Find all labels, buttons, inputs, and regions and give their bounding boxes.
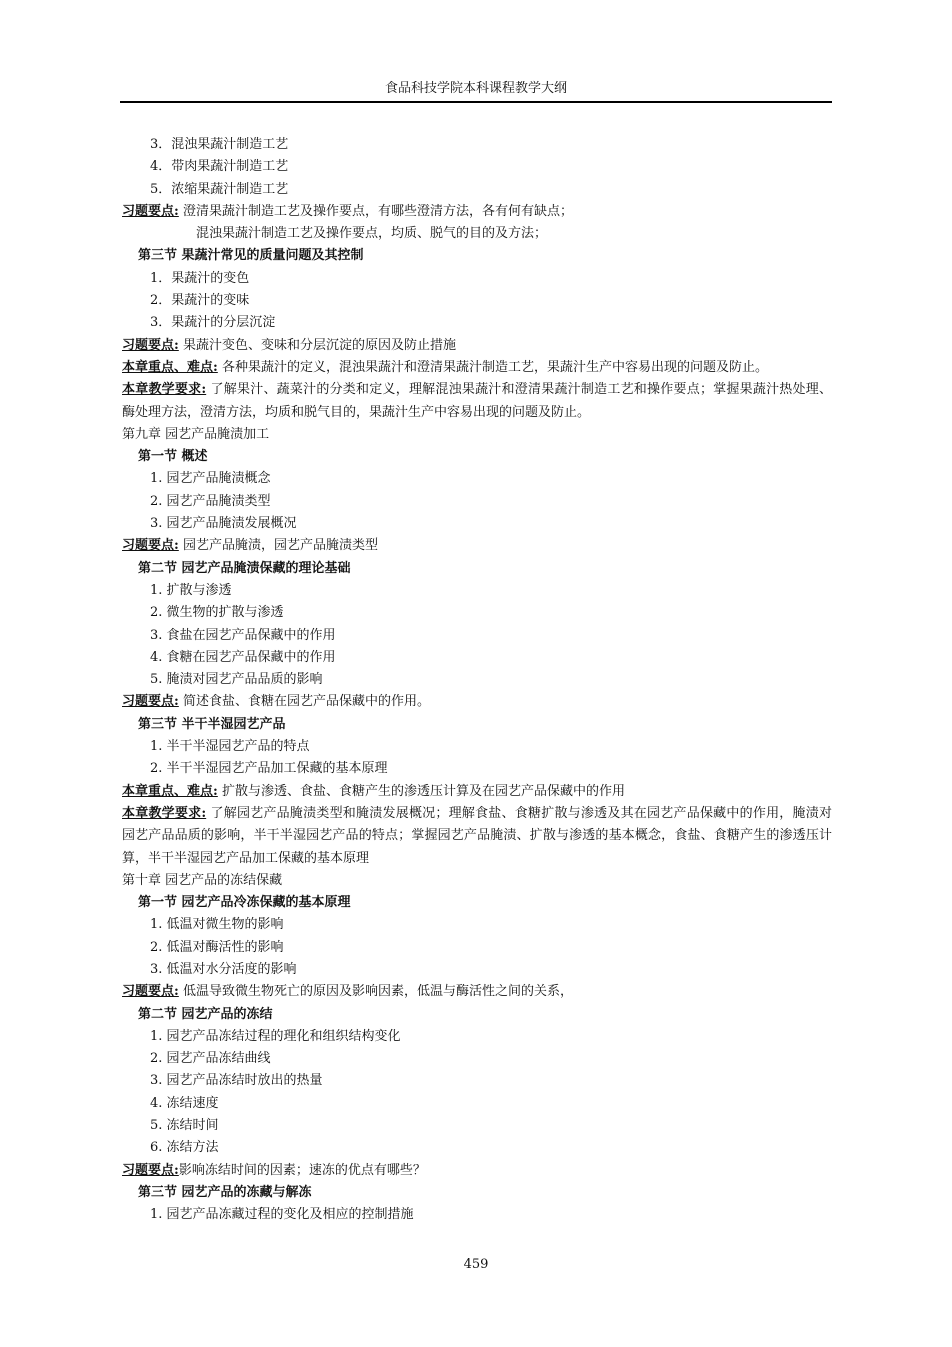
requirements-label: 本章教学要求: [122, 382, 207, 398]
exercise-points [122, 691, 832, 713]
list-item: 3. 食盐在园艺产品保藏中的作用 [150, 627, 336, 643]
exercise-label: 习题要点: [122, 694, 179, 710]
requirements-text: 了解园艺产品腌渍类型和腌渍发展概况；理解食盐、食糖扩散与渗透及其在园艺产品保藏中的作用，腌渍对园艺产品品质的影响，半干半湿园艺产品的特点；掌握园艺产品腌渍、扩散与渗透的基本概念，食盐、食糖产生的渗透压计算，半干半湿园艺产品加工保藏的基本原理 [122, 805, 832, 866]
list-item: 4. 食糖在园艺产品保藏中的作用 [150, 649, 336, 665]
key-points-label: 本章重点、难点: [122, 783, 218, 799]
exercise-points [122, 1160, 832, 1182]
exercise-label: 习题要点: [122, 984, 179, 1000]
requirements-text: 了解果汁、蔬菜汁的分类和定义，理解混浊果蔬汁和澄清果蔬汁制造工艺和操作要点；掌握果蔬汁热处理、酶处理方法，澄清方法，均质和脱气目的，果蔬汁生产中容易出现的问题及防止。 [122, 382, 832, 420]
section-heading: 第一节 概述 [138, 449, 208, 465]
section-heading: 第三节 半干半湿园艺产品 [138, 716, 286, 732]
section-heading: 第三节 园艺产品的冻藏与解冻 [138, 1184, 312, 1200]
section-heading: 第一节 园艺产品冷冻保藏的基本原理 [138, 895, 351, 911]
key-points-text: 扩散与渗透、食盐、食糖产生的渗透压计算及在园艺产品保藏中的作用 [217, 783, 625, 799]
list-item: 3. 园艺产品冻结时放出的热量 [150, 1073, 323, 1089]
exercise-points [122, 981, 832, 1003]
document-body [122, 134, 832, 1227]
exercise-continuation: 混浊果蔬汁制造工艺及操作要点，均质、脱气的目的及方法； [196, 226, 548, 242]
list-item: 1. 园艺产品腌渍概念 [150, 471, 271, 487]
exercise-label: 习题要点: [122, 1162, 179, 1178]
exercise-label: 习题要点: [122, 203, 179, 219]
exercise-text: 低温导致微生物死亡的原因及影响因素，低温与酶活性之间的关系， [178, 984, 573, 1000]
list-item: 5. 腌渍对园艺产品品质的影响 [150, 672, 323, 688]
requirements-label: 本章教学要求: [122, 805, 207, 821]
exercise-points [122, 201, 832, 223]
chapter-heading: 第十章 园艺产品的冻结保藏 [122, 872, 283, 888]
list-item: 2. 半干半湿园艺产品加工保藏的基本原理 [150, 761, 388, 777]
list-item: 4．带肉果蔬汁制造工艺 [150, 159, 289, 175]
chapter-requirements [122, 803, 832, 870]
list-item: 2．果蔬汁的变味 [150, 293, 250, 309]
chapter-key-points [122, 357, 832, 379]
list-item: 1．果蔬汁的变色 [150, 270, 250, 286]
page-header-title: 食品科技学院本科课程教学大纲 [384, 81, 567, 96]
page-number: 459 [463, 1257, 489, 1272]
list-item: 3．混浊果蔬汁制造工艺 [150, 137, 289, 152]
list-item: 3．果蔬汁的分层沉淀 [150, 315, 276, 331]
section-heading: 第二节 园艺产品腌渍保藏的理论基础 [138, 560, 351, 576]
list-item: 2. 低温对酶活性的影响 [150, 939, 284, 955]
list-item: 4. 冻结速度 [150, 1095, 219, 1111]
exercise-label: 习题要点: [122, 337, 179, 353]
header-rule [120, 101, 832, 103]
list-item: 2. 微生物的扩散与渗透 [150, 605, 284, 621]
exercise-points [122, 535, 832, 557]
section-heading: 第三节 果蔬汁常见的质量问题及其控制 [138, 248, 364, 264]
list-item: 1. 园艺产品冻结过程的理化和组织结构变化 [150, 1028, 401, 1044]
list-item: 1. 扩散与渗透 [150, 582, 232, 598]
exercise-points [122, 335, 832, 357]
exercise-text: 园艺产品腌渍，园艺产品腌渍类型 [178, 538, 378, 554]
chapter-heading: 第九章 园艺产品腌渍加工 [122, 426, 270, 442]
list-item: 2. 园艺产品腌渍类型 [150, 493, 271, 509]
key-points-label: 本章重点、难点: [122, 359, 218, 375]
chapter-requirements [122, 379, 832, 424]
list-item: 5. 冻结时间 [150, 1118, 219, 1134]
exercise-text: 澄清果蔬汁制造工艺及操作要点，有哪些澄清方法，各有何有缺点； [178, 203, 573, 219]
list-item: 2. 园艺产品冻结曲线 [150, 1051, 271, 1067]
list-item: 6. 冻结方法 [150, 1140, 219, 1156]
key-points-text: 各种果蔬汁的定义，混浊果蔬汁和澄清果蔬汁制造工艺，果蔬汁生产中容易出现的问题及防止。 [217, 359, 768, 375]
list-item: 1. 低温对微生物的影响 [150, 917, 284, 933]
section-heading: 第二节 园艺产品的冻结 [138, 1006, 273, 1022]
exercise-text: 果蔬汁变色、变味和分层沉淀的原因及防止措施 [178, 337, 456, 353]
exercise-text: 影响冻结时间的因素；速冻的优点有哪些？ [178, 1162, 426, 1178]
list-item: 1. 园艺产品冻藏过程的变化及相应的控制措施 [150, 1207, 414, 1223]
list-item: 5．浓缩果蔬汁制造工艺 [150, 181, 289, 197]
list-item: 3. 低温对水分活度的影响 [150, 961, 297, 977]
exercise-label: 习题要点: [122, 538, 179, 554]
list-item: 3. 园艺产品腌渍发展概况 [150, 516, 297, 532]
exercise-text: 简述食盐、食糖在园艺产品保藏中的作用。 [178, 694, 430, 710]
list-item: 1. 半干半湿园艺产品的特点 [150, 739, 310, 755]
chapter-key-points [122, 781, 832, 803]
